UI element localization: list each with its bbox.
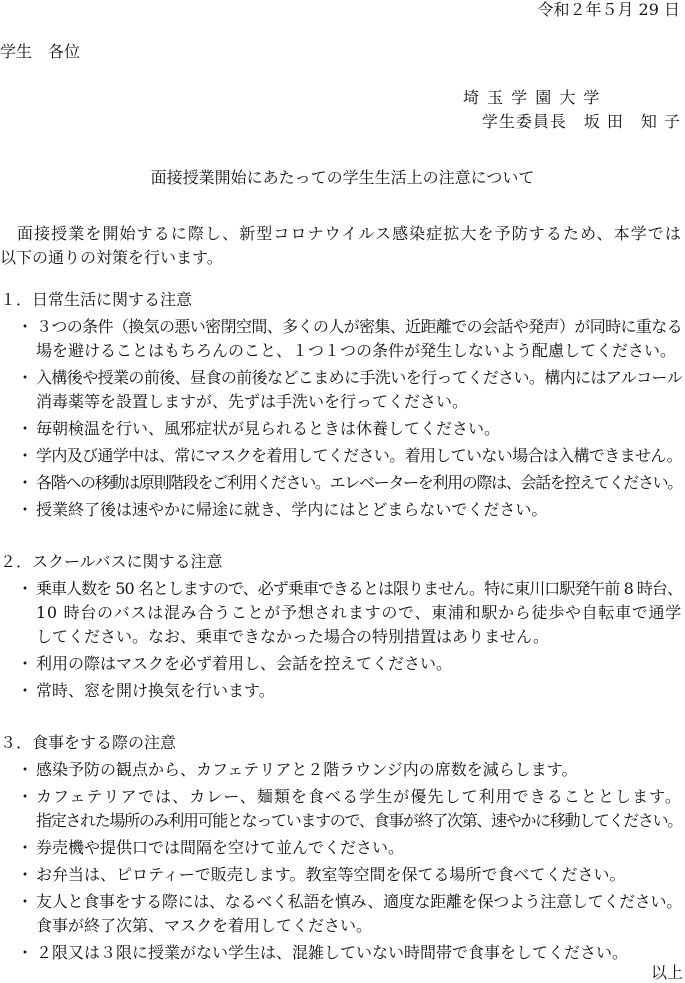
item-line-text: 利用の際はマスクを必ず着用し、会話を控えてください。 (36, 654, 453, 673)
item-line (36, 890, 683, 914)
bullet: ・ (17, 500, 34, 519)
item-line-text: 毎朝検温を行い、風邪症状が見られるときは休養してください。 (36, 419, 501, 438)
item-line (36, 914, 683, 938)
document-date: 令和２年５月 29 日 (537, 0, 680, 19)
bullet: ・ (17, 787, 34, 806)
list-item (0, 471, 685, 495)
bullet: ・ (17, 838, 34, 857)
bullet: ・ (17, 865, 34, 884)
item-line-text: 場を避けることはもちろんのこと、１つ１つの条件が発生しないよう配慮してください。 (36, 341, 677, 360)
item-line-text: 感染予防の観点から、カフェテリアと２階ラウンジ内の席数を減らします。 (36, 760, 578, 779)
section-2 (0, 550, 685, 703)
intro-paragraph (0, 222, 685, 270)
list-item (0, 498, 685, 522)
list-item (0, 941, 685, 965)
item-line (36, 625, 683, 649)
item-line (36, 417, 683, 441)
list-item (0, 836, 685, 860)
item-line-text: カフェテリアでは、カレー、麺類を食べる学生が優先して利用できることとします。 (36, 787, 682, 806)
item-line (36, 601, 683, 625)
item-line (36, 652, 683, 676)
list-item (0, 890, 685, 938)
bullet: ・ (17, 943, 34, 962)
item-line-text: 常時、窓を開け換気を行います。 (36, 681, 275, 700)
item-line (36, 941, 683, 965)
section-heading: ２．スクールバスに関する注意 (0, 552, 223, 571)
item-line-text: 各階への移動は原則階段をご利用ください。エレベーターを利用の際は、会話を控えてください。 (36, 473, 682, 492)
intro-line (0, 222, 683, 246)
list-item (0, 758, 685, 782)
item-line (36, 471, 683, 495)
item-line (36, 679, 683, 703)
item-line (36, 444, 683, 468)
item-line-text: 入構後や授業の前後、昼食の前後などこまめに手洗いを行ってください。構内にはアルコール (36, 368, 682, 387)
bullet: ・ (17, 473, 34, 492)
list-item (0, 417, 685, 441)
document-title: 面接授業開始にあたっての学生生活上の注意について (150, 168, 535, 187)
item-line (36, 809, 683, 833)
bullet: ・ (17, 892, 34, 911)
item-line (36, 390, 683, 414)
list-item (0, 444, 685, 468)
list-item (0, 652, 685, 676)
bullet: ・ (17, 446, 34, 465)
list-item (0, 679, 685, 703)
section-1 (0, 288, 685, 522)
item-line-text: 消毒薬等を設置しますが、先ずは手洗いを行ってください。 (36, 392, 469, 411)
item-line (36, 863, 683, 887)
intro-line-text: 面接授業を開始するに際し、新型コロナウイルス感染症拡大を予防するため、本学では (17, 224, 682, 243)
item-line-text: 友人と食事をする際には、なるべく私語を慎み、適度な距離を保つよう注意してください。 (36, 892, 682, 911)
list-item (0, 785, 685, 833)
item-line (36, 785, 683, 809)
item-line (36, 758, 683, 782)
list-item (0, 366, 685, 414)
bullet: ・ (17, 579, 34, 598)
sender-name: 学生委員長 坂 田 知 子 (481, 112, 681, 131)
item-line (36, 339, 683, 363)
list-item (0, 315, 685, 363)
item-line (36, 498, 683, 522)
sections-container (0, 288, 685, 965)
item-line-text: 食事が終了次第、マスクを着用してください。 (36, 916, 373, 935)
item-line-text: 指定された場所のみ利用可能となっていますので、食事が終了次第、速やかに移動してください。 (36, 811, 682, 830)
bullet: ・ (17, 368, 34, 387)
item-line-text: ２限又は３限に授業がない学生は、混雑していない時間帯で食事をしてください。 (36, 943, 629, 962)
section-heading: ３．食事をする際の注意 (0, 733, 177, 752)
item-line (36, 577, 683, 601)
bullet: ・ (17, 317, 34, 336)
intro-line-text: 以下の通りの対策を行います。 (0, 248, 223, 267)
bullet: ・ (17, 419, 34, 438)
bullet: ・ (17, 681, 34, 700)
bullet: ・ (17, 654, 34, 673)
list-item (0, 863, 685, 887)
list-item (0, 577, 685, 649)
closing-remark: 以上 (650, 963, 683, 982)
item-line (36, 315, 683, 339)
intro-line (0, 246, 683, 270)
item-line-text: お弁当は、ピロティーで販売します。教室等空間を保てる場所で食べてください。 (36, 865, 626, 884)
item-line (36, 366, 683, 390)
item-line-text: ３つの条件（換気の悪い密閉空間、多くの人が密集、近距離での会話や発声）が同時に重なる (36, 317, 682, 336)
item-line-text: 学内及び通学中は、常にマスクを着用してください。着用していない場合は入構できません。 (36, 446, 682, 465)
bullet: ・ (17, 760, 34, 779)
addressee: 学生 各位 (0, 42, 81, 61)
section-3 (0, 731, 685, 965)
sender-organization: 埼 玉 学 園 大 学 (463, 88, 601, 107)
item-line-text: 乗車人数を 50 名としますので、必ず乗車できるとは限りません。特に東川口駅発午前 8 時台、 (36, 579, 682, 598)
item-line-text: してください。なお、乗車できなかった場合の特別措置はありません。 (36, 627, 549, 646)
item-line-text: 10 時台のバスは混み合うことが予想されますので、東浦和駅から徒歩や自転車で通学 (36, 603, 682, 622)
item-line-text: 授業終了後は速やかに帰途に就き、学内にはとどまらないでください。 (36, 500, 548, 519)
item-line-text: 券売機や提供口では間隔を空けて並んでください。 (36, 838, 405, 857)
section-heading: １．日常生活に関する注意 (0, 290, 193, 309)
item-line (36, 836, 683, 860)
